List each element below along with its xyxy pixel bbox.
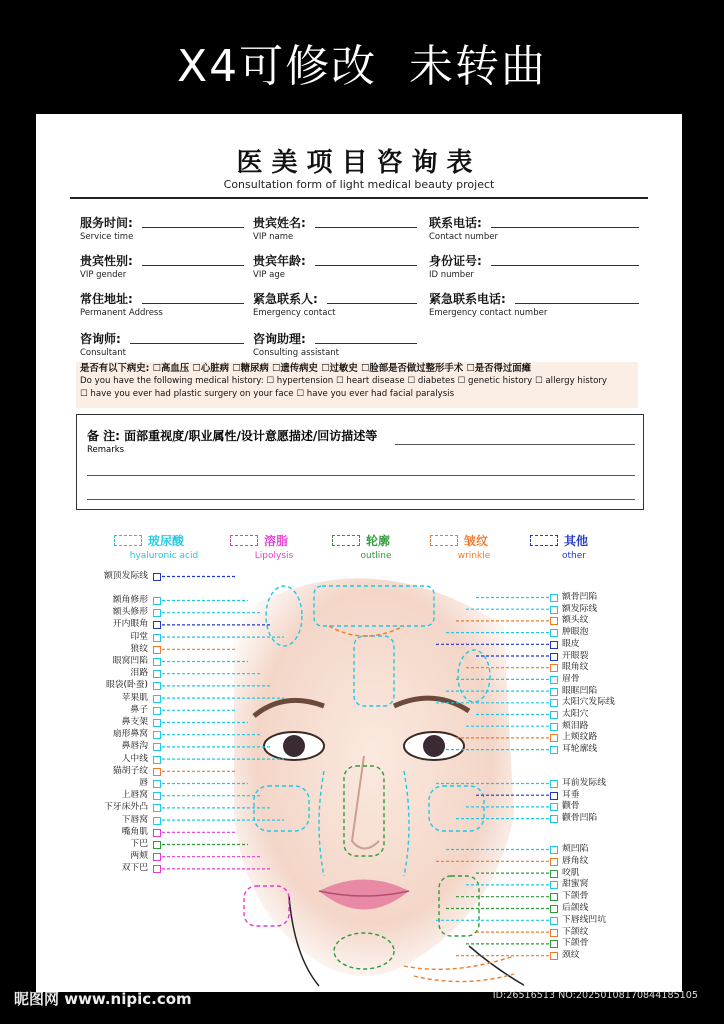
right-annotation-label: 耳轮廓线 [562, 744, 598, 755]
right-annotation-label: 上颊纹路 [562, 732, 598, 743]
right-annotation-label: 颈纹 [562, 950, 580, 961]
right-annotation-label: 太阳穴发际线 [562, 697, 615, 708]
right-annotation-label: 额骨凹陷 [562, 592, 598, 602]
left-annotation-label: 额顶发际线 [104, 571, 148, 581]
legend-label: 玻尿酸 [147, 534, 184, 548]
field-label-en: Service time [80, 232, 134, 242]
left-annotation-label: 鼻唇沟 [121, 741, 148, 752]
right-annotation-label: 眉骨 [562, 673, 580, 684]
left-annotation-label: 双下巴 [121, 863, 148, 874]
field-label: 咨询助理: [253, 332, 306, 346]
right-annotation-label: 唇角纹 [562, 855, 589, 866]
legend-label: 溶脂 [263, 534, 288, 548]
left-annotation-label: 唇 [139, 778, 148, 788]
consultation-sheet [36, 114, 682, 992]
right-annotation-label: 颧骨 [562, 801, 580, 812]
right-annotation-label: 额发际线 [562, 603, 598, 614]
right-annotation-label: 下颌骨 [562, 891, 589, 902]
form-title: 医美项目咨询表 [236, 148, 482, 178]
legend-label: 轮廓 [365, 534, 390, 548]
field-label: 联系电话: [429, 216, 482, 230]
field-label-en: Permanent Address [80, 308, 163, 318]
field-label: 贵宾姓名: [253, 216, 306, 230]
right-annotation-label: 颊泪路 [562, 720, 589, 731]
remarks-label: 备 注: 面部重视度/职业属性/设计意愿描述/回访描述等 [87, 429, 378, 443]
banner-text: X4可修改 未转曲 [176, 41, 548, 92]
legend-label-en: other [562, 551, 586, 561]
footer-watermark [0, 988, 724, 1006]
field-label: 服务时间: [80, 216, 133, 230]
field-label: 紧急联系人: [253, 292, 318, 306]
form-subtitle: Consultation form of light medical beauty project [223, 178, 495, 191]
left-annotation-label: 泪路 [130, 668, 148, 679]
left-annotation-label: 猫胡子纹 [112, 765, 148, 776]
right-annotation-label: 耳垂 [562, 789, 580, 800]
left-annotation-label: 下牙床外凸 [104, 802, 148, 813]
right-annotation-label: 下唇线凹坑 [562, 914, 606, 925]
left-annotation-label: 下唇窝 [121, 814, 148, 825]
left-annotation-label: 人中线 [121, 753, 148, 764]
legend-label: 其他 [563, 534, 588, 548]
left-annotation-label: 两颊 [130, 851, 148, 862]
field-label-en: Emergency contact [253, 308, 336, 318]
right-annotation-label: 眼眶凹陷 [562, 685, 598, 696]
left-annotation-label: 开内眼角 [112, 619, 148, 630]
legend-label-en: Lipolysis [254, 551, 294, 561]
left-annotation-label: 下巴 [130, 839, 148, 849]
field-label: 贵宾年龄: [253, 254, 306, 268]
right-annotation-label: 太阳穴 [562, 709, 589, 719]
left-annotation-label: 上唇窝 [121, 790, 148, 801]
left-annotation-label: 额头修形 [112, 607, 148, 618]
left-annotation-label: 狼纹 [130, 643, 148, 654]
field-label-en: Consultant [80, 348, 126, 358]
field-label-en: Contact number [429, 232, 498, 242]
left-annotation-label: 眼窝凹陷 [112, 656, 148, 666]
field-label: 身份证号: [429, 254, 482, 268]
history-en-2: ☐ have you ever had plastic surgery on your face ☐ have you ever had facial paralysis [80, 389, 455, 399]
watermark-site: 昵图网 www.nipic.com [14, 990, 192, 1008]
leader-lines [36, 114, 682, 992]
right-annotation-label: 下颌纹 [562, 926, 589, 937]
legend-label: 皱纹 [463, 534, 488, 548]
right-annotation-label: 耳前发际线 [562, 778, 606, 788]
field-label-en: Emergency contact number [429, 308, 548, 318]
right-annotation-label: 开眼裂 [562, 650, 589, 661]
left-annotation-label: 鼻子 [130, 704, 148, 715]
left-annotation-label: 印堂 [130, 631, 148, 642]
legend-label-en: outline [360, 551, 392, 561]
field-label: 常住地址: [80, 292, 133, 306]
left-annotation-label: 眼袋(卧蚕) [105, 680, 148, 691]
field-label: 咨询师: [80, 332, 121, 346]
history-en-1: Do you have the following medical history: ☐ hypertension ☐ heart disease ☐ diabetes ☐ genetic history ☐ allergy history [80, 376, 607, 386]
right-annotation-label: 后颌线 [562, 903, 589, 913]
right-annotation-label: 肿眼泡 [562, 627, 589, 638]
legend-label-en: wrinkle [457, 551, 491, 561]
watermark-id: ID:26516513 NO:20250108170844185105 [492, 990, 698, 1001]
left-annotation-label: 鼻支架 [121, 717, 148, 727]
right-annotation-label: 眼皮 [562, 638, 580, 649]
left-annotation-label: 扇形鼻窝 [112, 729, 148, 740]
right-annotation-label: 颧骨凹陷 [562, 813, 598, 824]
right-annotation-label: 咬肌 [562, 867, 580, 878]
right-annotation-label: 下颌骨 [562, 938, 589, 949]
field-label-en: Consulting assistant [253, 348, 339, 358]
field-label-en: VIP gender [80, 270, 127, 280]
right-annotation-label: 颊凹陷 [562, 844, 589, 854]
field-label: 紧急联系电话: [429, 292, 506, 306]
left-annotation-label: 苹果肌 [121, 692, 148, 703]
remarks-en: Remarks [87, 445, 125, 455]
left-annotation-label: 额角修形 [112, 595, 148, 605]
field-label-en: VIP name [253, 232, 294, 242]
legend-label-en: hyaluronic acid [129, 551, 199, 561]
history-zh: 是否有以下病史: ☐高血压 ☐心脏病 ☐糖尿病 ☐遗传病史 ☐过敏史 ☐脸部是否做过整形手术 ☐是否得过面瘫 [80, 363, 532, 374]
field-label: 贵宾性别: [80, 254, 133, 268]
right-annotation-label: 额头纹 [562, 615, 589, 626]
field-label-en: VIP age [253, 270, 285, 280]
right-annotation-label: 眼角纹 [562, 662, 589, 673]
right-annotation-label: 甜蜜窝 [562, 879, 589, 890]
field-label-en: ID number [429, 270, 474, 280]
left-annotation-label: 嘴角肌 [121, 826, 148, 837]
